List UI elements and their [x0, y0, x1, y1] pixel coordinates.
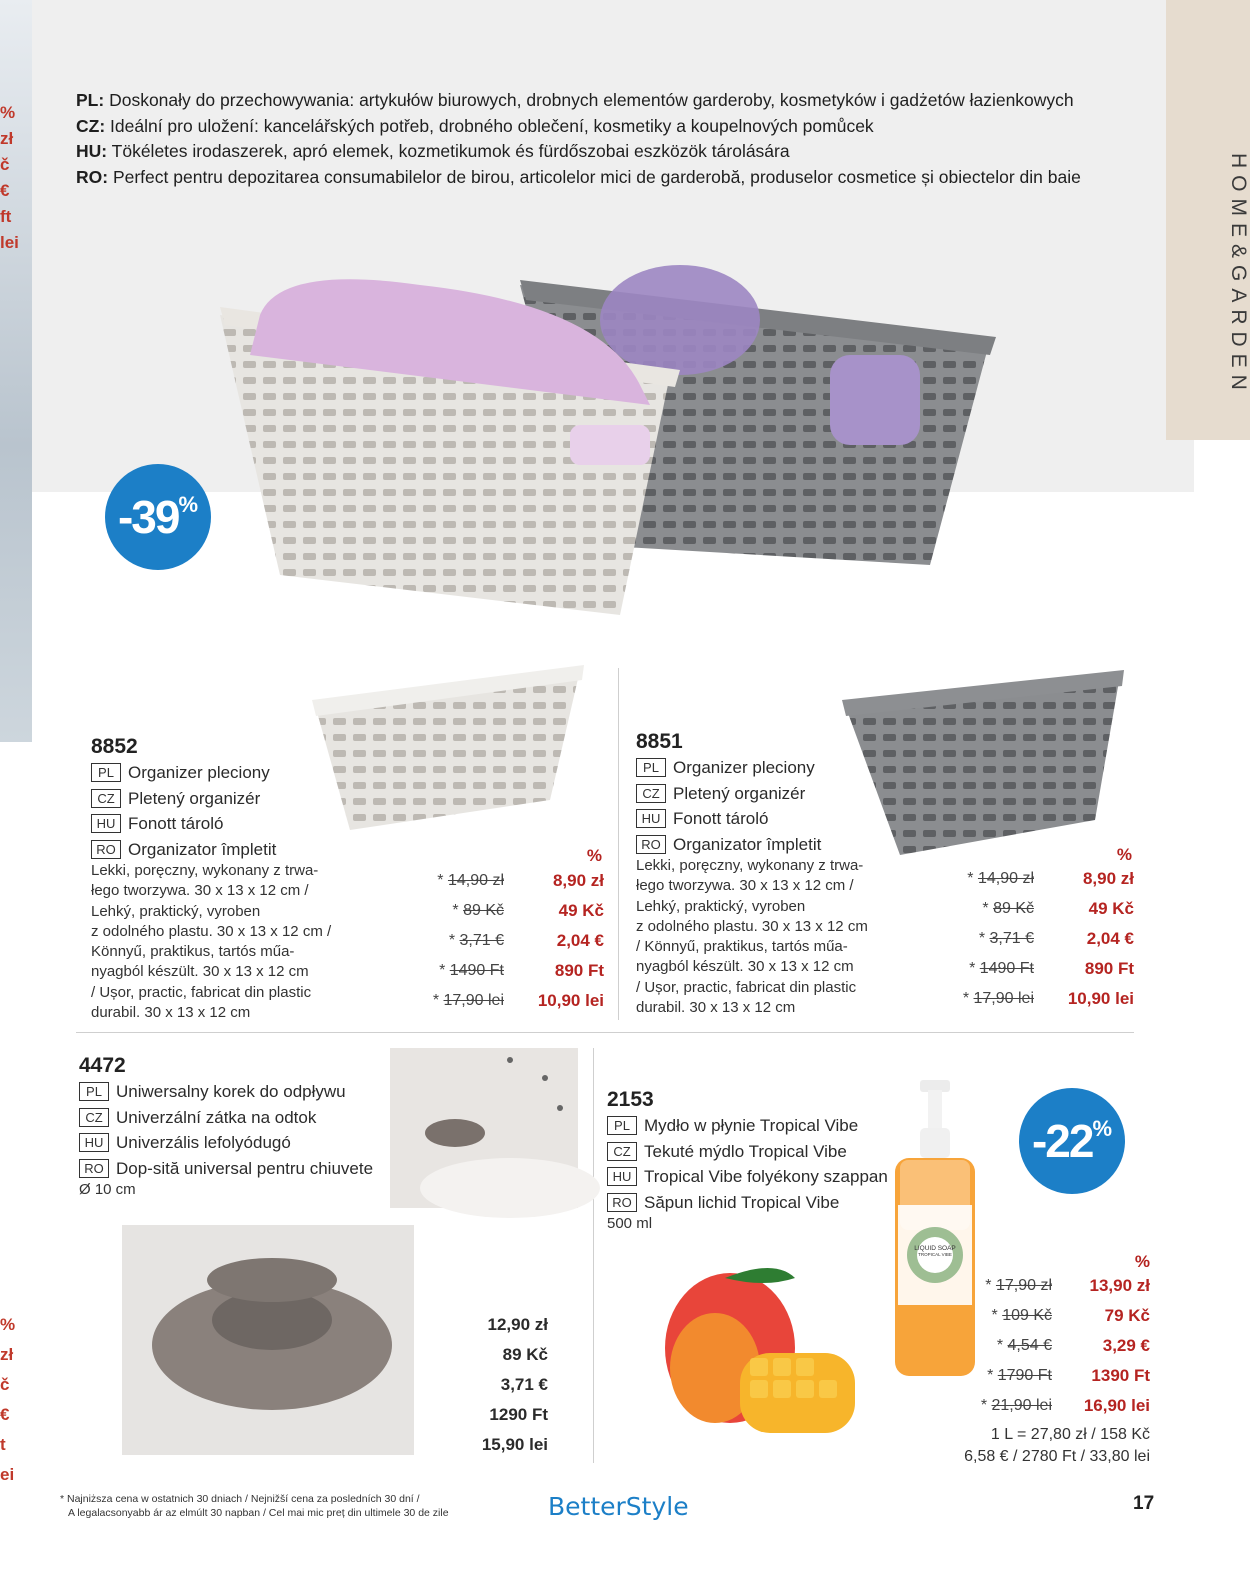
category-tab-label: HOME&GARDEN	[1227, 153, 1250, 397]
mango-image	[655, 1258, 865, 1443]
product-2153-old-prices: * 17,90 zł * 109 Kč * 4,54 € * 1790 Ft * 21,90 lei	[980, 1277, 1052, 1414]
intro-description: PL: Doskonały do przechowywania: artykułów biurowych, drobnych elementów garderoby, kosmetyków i gadżetów łazienkowych CZ: Ideální pro uložení: kancelářských potřeb, drobného oblečení, kosmetiky a koupelnových pomůcek HU: Tökéletes irodaszerek, apró elemek, kozmetikumok és fürdőszobai eszközök tárolására RO: Perfect pentru depozitarea consumabilelor de birou, articolelor mici de garderobă, produselor cosmetice și obiectelor din baie	[76, 90, 1081, 187]
hero-baskets-image	[220, 245, 1010, 625]
product-2153-pct: %	[1134, 1252, 1150, 1271]
product-4472-size: Ø 10 cm	[79, 1181, 136, 1198]
product-2153-code: 2153	[607, 1088, 654, 1111]
page-number: 17	[1133, 1493, 1155, 1514]
product-4472-image	[122, 1225, 414, 1455]
product-8852-image	[310, 650, 585, 835]
product-4472-names: PL Uniwersalny korek do odpływu CZ Univerzální zátka na odtok HU Univerzális lefolyódugó RO Dop-sită universal pentru chiuvete	[79, 1079, 373, 1181]
product-8852-description: Lekki, poręczny, wykonany z trwa- łego tworzywa. 30 x 13 x 12 cm / Lehký, praktický, vyroben z odolného plastu. 30 x 13 x 12 cm / Könnyű, praktikus, tartós műa- nyagból készült. 30 x 13 x 12 cm / Ușor, practic, fabricat din plastic durabil. 30 x 13 x 12 cm	[91, 862, 332, 1022]
product-8851-old-prices: * 14,90 zł * 89 Kč * 3,71 € * 1490 Ft * 17,90 lei	[962, 870, 1034, 1007]
bottle-label: LIQUID SOAP TROPICAL VIBE	[914, 1245, 956, 1257]
product-8851-image	[840, 650, 1125, 860]
section-divider	[76, 1032, 1134, 1033]
edge-fragments-top: % zł č € ft lei	[0, 103, 19, 252]
product-8851-new-prices: 8,90 zł 49 Kč 2,04 € 890 Ft 10,90 lei	[1067, 869, 1134, 1008]
edge-fragments-bottom: % zł č € t ei	[0, 1315, 16, 1484]
product-2153-names: PL Mydło w płynie Tropical Vibe CZ Tekuté mýdlo Tropical Vibe HU Tropical Vibe folyékony szappan RO Săpun lichid Tropical Vibe	[607, 1113, 888, 1215]
product-2153-volume: 500 ml	[607, 1215, 653, 1232]
product-8852-new-prices: 8,90 zł 49 Kč 2,04 € 890 Ft 10,90 lei	[537, 871, 604, 1010]
column-divider-top	[618, 668, 619, 1020]
product-4472-inuse-image	[390, 1048, 578, 1208]
product-8852-pct: %	[586, 846, 602, 865]
column-divider-bottom	[593, 1048, 594, 1463]
discount-badge-soap: -22 %	[1019, 1088, 1125, 1194]
product-8851-pct: %	[1116, 845, 1132, 864]
product-8851-code: 8851	[636, 730, 683, 753]
product-2153-new-prices: 13,90 zł 79 Kč 3,29 € 1390 Ft 16,90 lei	[1083, 1276, 1150, 1415]
discount-badge-baskets: -39 %	[105, 464, 211, 570]
product-4472-prices: 12,90 zł 89 Kč 3,71 € 1290 Ft 15,90 lei	[481, 1315, 548, 1454]
footer-note: * Najniższa cena w ostatnich 30 dniach / Nejnižší cena za posledních 30 dní / A legalacsonyabb ár az elmúlt 30 napban / Cel mai mic preț din ultimele 30 de zile	[60, 1493, 449, 1519]
product-8851-names: PL Organizer pleciony CZ Pletený organizér HU Fonott tároló RO Organizator împletit	[636, 755, 821, 857]
product-8851-description: Lekki, poręczny, wykonany z trwa- łego tworzywa. 30 x 13 x 12 cm / Lehký, praktický, vyroben z odolného plastu. 30 x 13 x 12 cm / Könnyű, praktikus, tartós műa- nyagból készült. 30 x 13 x 12 cm / Ușor, practic, fabricat din plastic durabil. 30 x 13 x 12 cm	[636, 857, 868, 1017]
product-8852-old-prices: * 14,90 zł * 89 Kč * 3,71 € * 1490 Ft * 17,90 lei	[432, 872, 504, 1009]
product-8852-code: 8852	[91, 735, 138, 758]
brand-logo: BetterStyle	[548, 1492, 689, 1521]
product-8852-names: PL Organizer pleciony CZ Pletený organizér HU Fonott tároló RO Organizator împletit	[91, 760, 276, 862]
product-2153-unit-price: 1 L = 27,80 zł / 158 Kč 6,58 € / 2780 Ft / 33,80 lei	[964, 1426, 1150, 1465]
product-4472-code: 4472	[79, 1054, 126, 1077]
